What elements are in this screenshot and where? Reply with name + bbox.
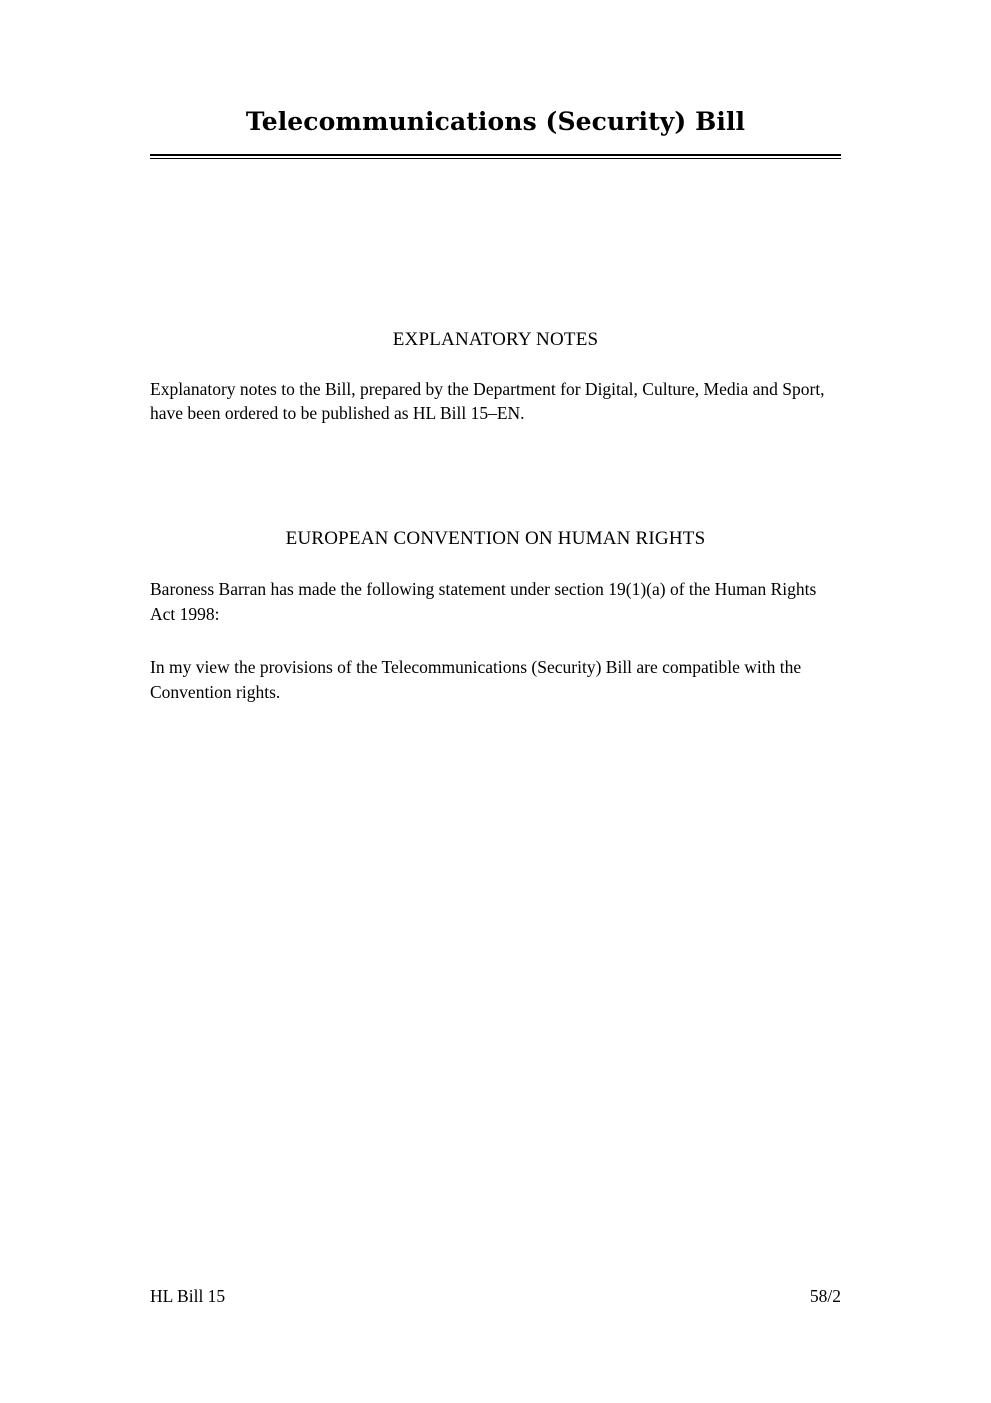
explanatory-notes-paragraph: Explanatory notes to the Bill, prepared by the Department for Digital, Culture, Media and Sport, have been ordered to be published as HL Bill 15–EN. — [150, 378, 825, 424]
divider-rule-thin — [150, 158, 841, 159]
page-footer — [150, 1286, 841, 1307]
page-content — [150, 0, 841, 1403]
footer-page-reference: 58/2 — [809, 1286, 841, 1306]
echr-statement-paragraph: Baroness Barran has made the following statement under section 19(1)(a) of the Human Rights Act 1998: — [150, 579, 817, 625]
footer-bill-number: HL Bill 15 — [150, 1286, 226, 1306]
echr-compatibility-paragraph: In my view the provisions of the Telecommunications (Security) Bill are compatible with the Convention rights. — [150, 656, 802, 702]
title-divider — [150, 154, 841, 159]
section-heading-explanatory-notes: EXPLANATORY NOTES — [392, 328, 599, 350]
page-title: Telecommunications (Security) Bill — [245, 107, 746, 136]
section-heading-echr: EUROPEAN CONVENTION ON HUMAN RIGHTS — [285, 528, 706, 550]
divider-rule-thick — [150, 154, 841, 156]
